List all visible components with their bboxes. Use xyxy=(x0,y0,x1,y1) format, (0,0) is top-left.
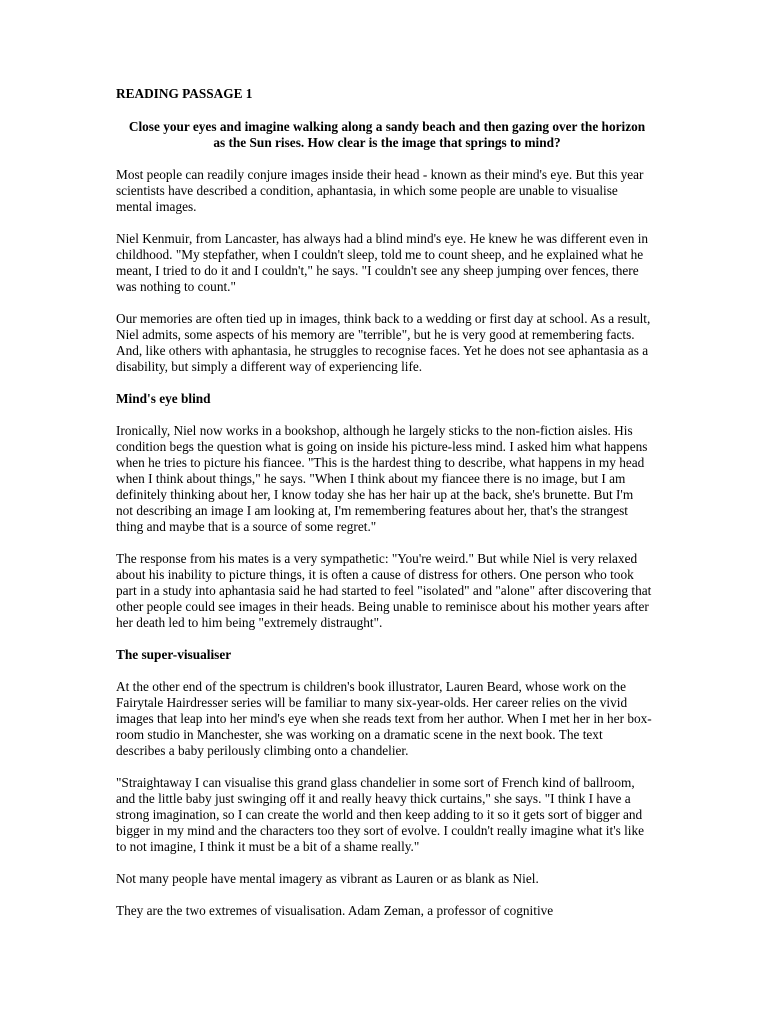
paragraph-6: At the other end of the spectrum is children's book illustrator, Lauren Beard, whose work on the Fairytale Hairdresser series will be familiar to many six-year-olds. Her career relies on the vivid images that leap into her mind's eye when she reads text from her author. When I met her in her box-room studio in Manchester, she was working on a dramatic scene in the next book. The text describes a baby perilously climbing onto a chandelier. xyxy=(116,679,652,758)
section-heading-super-visualiser: The super-visualiser xyxy=(116,647,232,662)
passage-content xyxy=(116,86,652,935)
paragraph-1: Most people can readily conjure images inside their head - known as their mind's eye. But this year scientists have described a condition, aphantasia, in which some people are unable to visualise mental images. xyxy=(116,167,644,214)
section-heading-minds-eye-blind: Mind's eye blind xyxy=(116,391,211,406)
paragraph-8: Not many people have mental imagery as vibrant as Lauren or as blank as Niel. xyxy=(116,871,539,886)
paragraph-2: Niel Kenmuir, from Lancaster, has always had a blind mind's eye. He knew he was different even in childhood. "My stepfather, when I couldn't sleep, told me to count sheep, and he explained what he meant, I tried to do it and I couldn't," he says. "I couldn't see any sheep jumping over fences, there was nothing to count." xyxy=(116,231,649,294)
paragraph-7: "Straightaway I can visualise this grand glass chandelier in some sort of French kind of ballroom, and the little baby just swinging off it and really heavy thick curtains," she says. "I think I have a strong imagination, so I can create the world and then keep adding to it so it gets sort of bigger and bigger in my mind and the characters too they sort of evolve. I couldn't really imagine what it's like to not imagine, I think it must be a bit of a shame really." xyxy=(116,775,645,854)
passage-subtitle: Close your eyes and imagine walking along a sandy beach and then gazing over the horizon as the Sun rises. How clear is the image that springs to mind? xyxy=(128,119,646,150)
paragraph-4: Ironically, Niel now works in a bookshop, although he largely sticks to the non-fiction aisles. His condition begs the question what is going on inside his picture-less mind. I asked him what happens when he tries to picture his fiancee. "This is the hardest thing to describe, what happens in my head when I think about things," he says. "When I think about my fiancee there is no image, but I am definitely thinking about her, I know today she has her hair up at the back, she's brunette. But I'm not describing an image I am looking at, I'm remembering features about her, that's the strangest thing and maybe that is a source of some regret." xyxy=(116,423,648,534)
paragraph-5: The response from his mates is a very sympathetic: "You're weird." But while Niel is very relaxed about his inability to picture things, it is often a cause of distress for others. One person who took part in a study into aphantasia said he had started to feel "isolated" and "alone" after discovering that other people could see images in their heads. Being unable to reminisce about his mother years after her death led to him being "extremely distraught". xyxy=(116,551,652,630)
passage-title: READING PASSAGE 1 xyxy=(116,86,253,101)
paragraph-3: Our memories are often tied up in images, think back to a wedding or first day at school. As a result, Niel admits, some aspects of his memory are "terrible", but he is very good at remembering facts. And, like others with aphantasia, he struggles to recognise faces. Yet he does not see aphantasia as a disability, but simply a different way of experiencing life. xyxy=(116,311,651,374)
paragraph-9: They are the two extremes of visualisation. Adam Zeman, a professor of cognitive xyxy=(116,903,554,918)
